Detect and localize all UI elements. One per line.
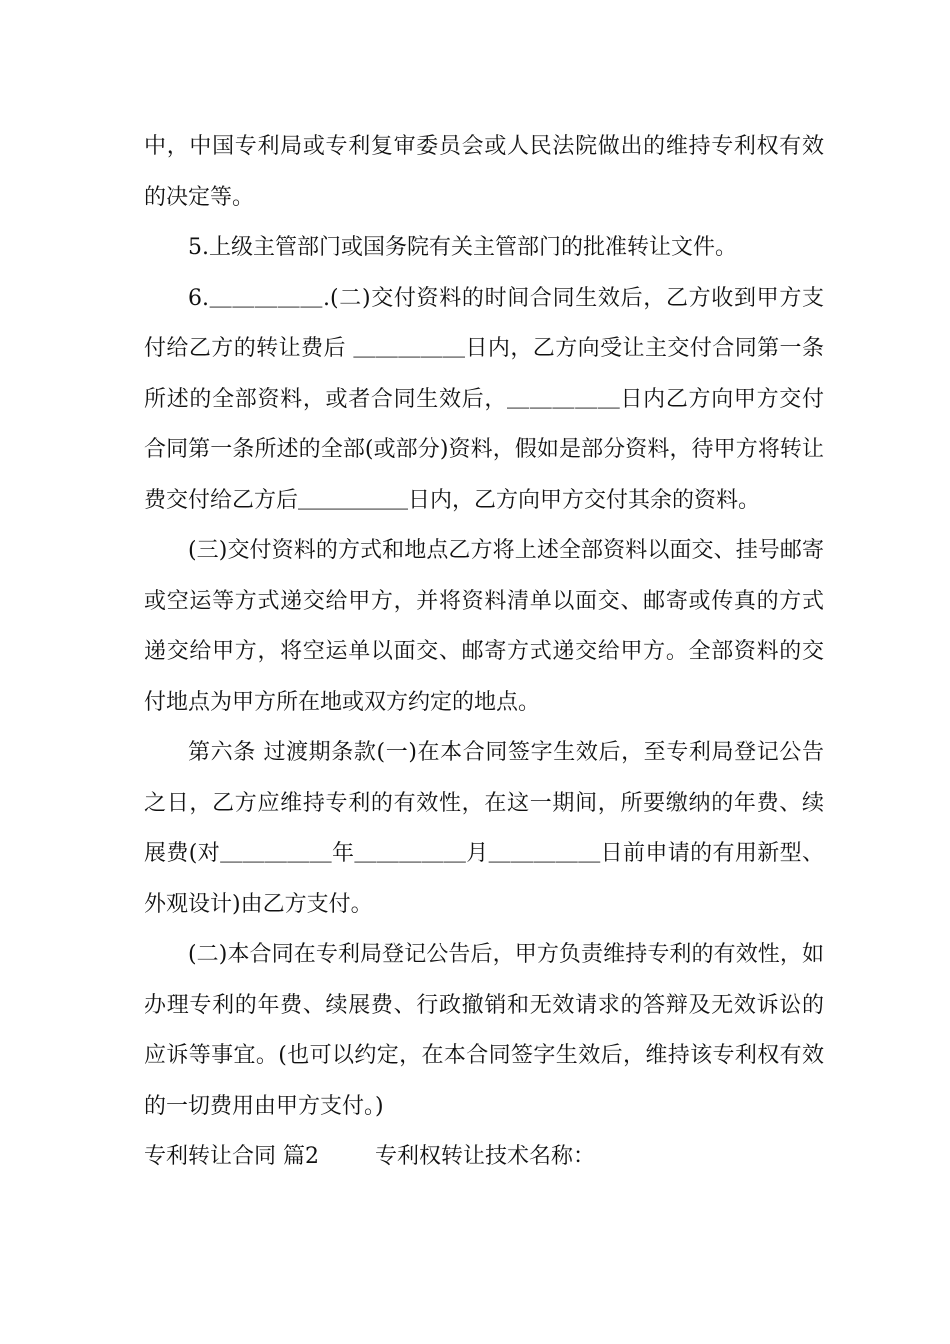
contract-heading-line bbox=[144, 1132, 824, 1183]
contract-heading: 专利转让合同 篇2 bbox=[144, 1144, 319, 1169]
paragraph-4: (三)交付资料的方式和地点乙方将上述全部资料以面交、挂号邮寄或空运等方式递交给甲方，并将资料清单以面交、邮寄或传真的方式递交给甲方，将空运单以面交、邮寄方式递交给甲方。全部资料的交付地点为甲方所在地或双方约定的地点。 bbox=[144, 538, 824, 715]
paragraph-5: 第六条 过渡期条款(一)在本合同签字生效后，至专利局登记公告之日，乙方应维持专利的有效性，在这一期间，所要缴纳的年费、续展费(对＿＿＿＿＿年＿＿＿＿＿月＿＿＿＿＿日前申请的有用新型、外观设计)由乙方支付。 bbox=[144, 740, 824, 917]
paragraph-2: 5.上级主管部门或国务院有关主管部门的批准转让文件。 bbox=[188, 235, 737, 260]
paragraph-6: (二)本合同在专利局登记公告后，甲方负责维持专利的有效性，如办理专利的年费、续展费、行政撤销和无效请求的答辩及无效诉讼的应诉等事宜。(也可以约定，在本合同签字生效后，维持该专利权有效的一切费用由甲方支付。) bbox=[144, 942, 824, 1119]
paragraph-3: 6.＿＿＿＿＿.(二)交付资料的时间合同生效后，乙方收到甲方支付给乙方的转让费后 ＿＿＿＿＿日内，乙方向受让主交付合同第一条所述的全部资料，或者合同生效后，＿＿＿＿＿日内乙方向甲方交付合同第一条所述的全部(或部分)资料，假如是部分资料，待甲方将转让费交付给乙方后＿＿＿＿＿日内，乙方向甲方交付其余的资料。 bbox=[144, 285, 824, 513]
document-page bbox=[144, 122, 824, 1183]
contract-subheading: 专利权转让技术名称： bbox=[374, 1144, 595, 1169]
paragraph-1: 中，中国专利局或专利复审委员会或人民法院做出的维持专利权有效的决定等。 bbox=[144, 134, 824, 210]
